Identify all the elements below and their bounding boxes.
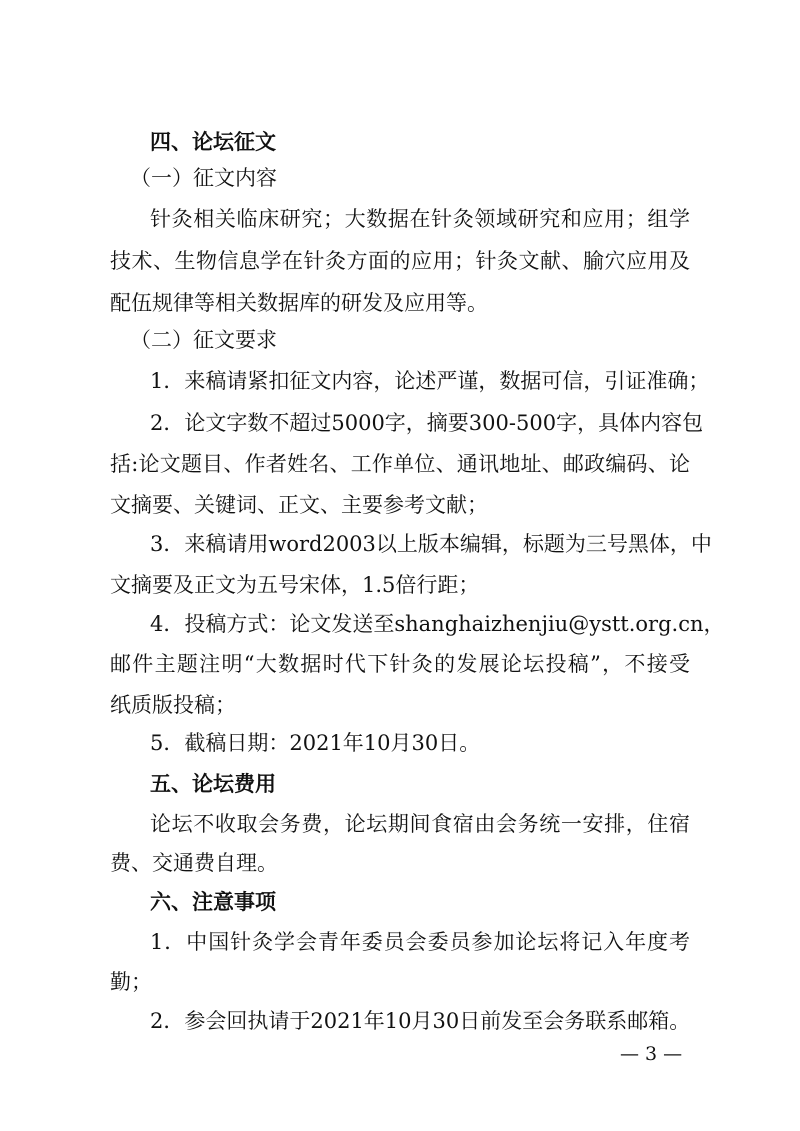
note-2: 2．参会回执请于2021年10月30日前发至会务联系邮箱。 [150,1009,691,1033]
subsection-heading-1: （一）征文内容 [130,166,277,190]
section-heading-5: 五、论坛费用 [150,772,276,796]
requirement-3-line: 3．来稿请用word2003以上版本编辑，标题为三号黑体，中 [150,532,712,556]
requirement-2-line: 文摘要、关键词、正文、主要参考文献； [110,493,488,517]
paragraph-line: 针灸相关临床研究；大数据在针灸领域研究和应用；组学 [150,207,690,231]
paragraph-line: 费、交通费自理。 [110,851,278,875]
requirement-4-line: 纸质版投稿； [110,693,236,717]
requirement-5: 5．截稿日期：2021年10月30日。 [150,731,481,755]
requirement-4-line: 4．投稿方式：论文发送至shanghaizhenjiu@ystt.org.cn， [150,612,725,636]
note-1-line: 勤； [110,970,152,994]
note-1-line: 1．中国针灸学会青年委员会委员参加论坛将记入年度考 [150,930,690,954]
paragraph-line: 技术、生物信息学在针灸方面的应用；针灸文献、腧穴应用及 [110,249,690,273]
paragraph-line: 配伍规律等相关数据库的研发及应用等。 [110,291,488,315]
requirement-4-line: 邮件主题注明“大数据时代下针灸的发展论坛投稿”，不接受 [110,652,690,676]
requirement-3-line: 文摘要及正文为五号宋体，1.5倍行距； [110,573,480,597]
section-heading-6: 六、注意事项 [150,890,276,914]
page-number: — 3 — [620,1043,683,1065]
section-heading-4: 四、论坛征文 [150,130,276,154]
paragraph-line: 论坛不收取会务费，论坛期间食宿由会务统一安排，住宿 [150,812,690,836]
requirement-2-line: 2．论文字数不超过5000字，摘要300-500字，具体内容包 [150,411,704,435]
requirement-1: 1．来稿请紧扣征文内容，论述严谨，数据可信，引证准确； [150,369,710,393]
requirement-2-line: 括:论文题目、作者姓名、工作单位、通讯地址、邮政编码、论 [110,452,690,476]
subsection-heading-2: （二）征文要求 [130,328,277,352]
